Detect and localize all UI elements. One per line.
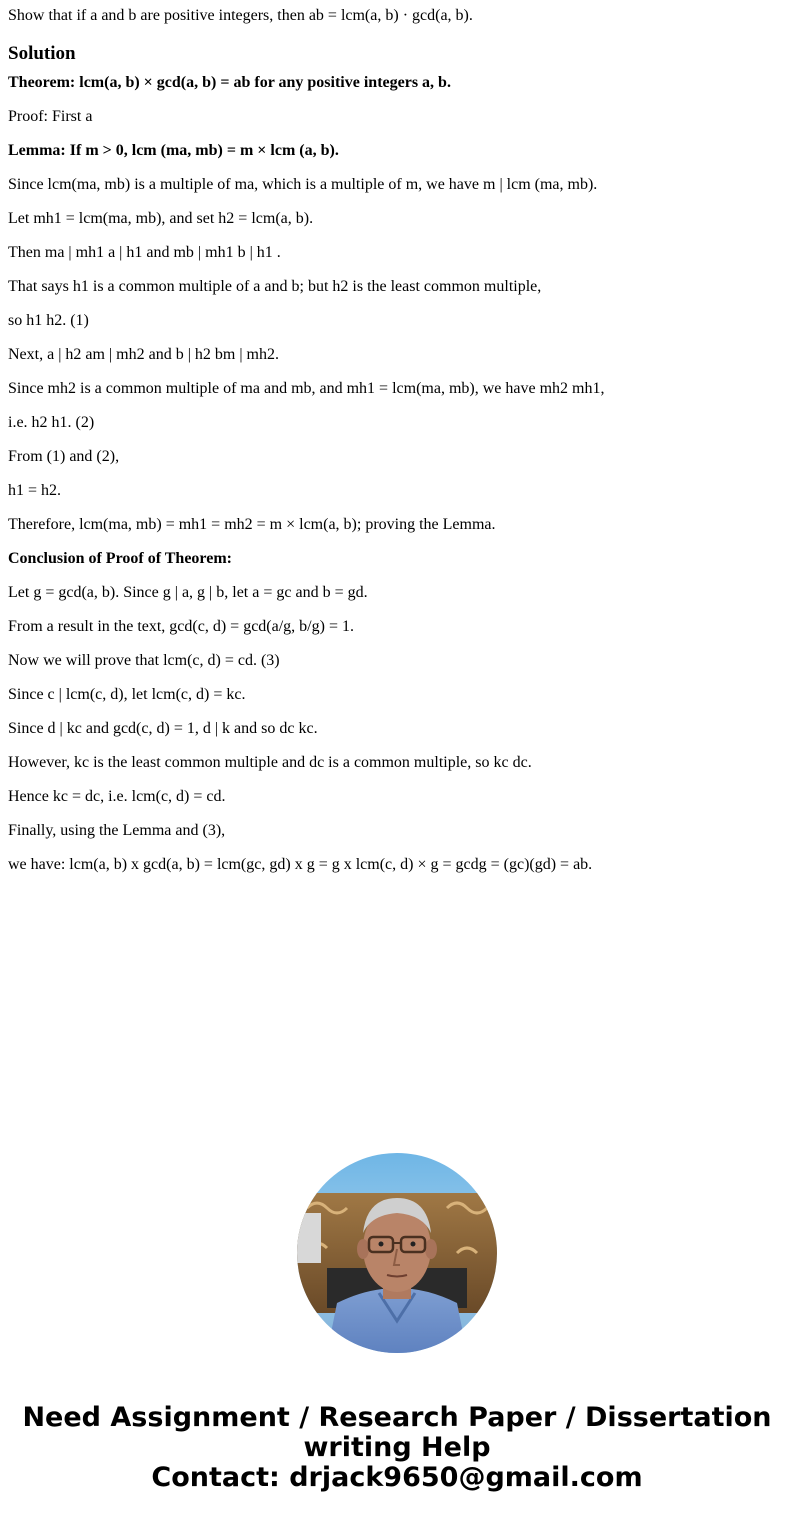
proof-line: we have: lcm(a, b) x gcd(a, b) = lcm(gc, gd) x g = g x lcm(c, d) × g = gcdg = (gc)(gd) = ab. (8, 856, 593, 873)
proof-line: Since c | lcm(c, d), let lcm(c, d) = kc. (8, 686, 246, 703)
proof-heading-line: Conclusion of Proof of Theorem: (8, 550, 232, 567)
promo-contact-line: Contact: drjack9650@gmail.com (151, 1462, 643, 1493)
proof-line: Now we will prove that lcm(c, d) = cd. (3) (8, 652, 280, 669)
proof-line: so h1 h2. (1) (8, 312, 89, 329)
solution-heading: Solution (8, 43, 76, 64)
proof-line: Since mh2 is a common multiple of ma and mb, and mh1 = lcm(ma, mb), we have mh2 mh1, (8, 380, 605, 397)
proof-line: i.e. h2 h1. (2) (8, 414, 95, 431)
proof-line: However, kc is the least common multiple and dc is a common multiple, so kc dc. (8, 754, 532, 771)
proof-line: h1 = h2. (8, 482, 62, 499)
proof-lines (8, 74, 788, 874)
proof-line: From (1) and (2), (8, 448, 120, 465)
promo-banner (0, 1403, 794, 1493)
proof-line: Therefore, lcm(ma, mb) = mh1 = mh2 = m × lcm(a, b); proving the Lemma. (8, 516, 496, 533)
proof-line: Since lcm(ma, mb) is a multiple of ma, which is a multiple of m, we have m | lcm (ma, mb). (8, 176, 598, 193)
proof-heading-line: Lemma: If m > 0, lcm (ma, mb) = m × lcm (a, b). (8, 142, 339, 159)
author-photo (297, 1153, 497, 1353)
promo-line-2: writing Help (303, 1432, 491, 1463)
proof-line: Then ma | mh1 a | h1 and mb | mh1 b | h1 . (8, 244, 281, 261)
proof-line: From a result in the text, gcd(c, d) = gcd(a/g, b/g) = 1. (8, 618, 354, 635)
proof-line: That says h1 is a common multiple of a and b; but h2 is the least common multiple, (8, 278, 542, 295)
proof-heading-line: Theorem: lcm(a, b) × gcd(a, b) = ab for any positive integers a, b. (8, 74, 451, 91)
proof-line: Next, a | h2 am | mh2 and b | h2 bm | mh2. (8, 346, 279, 363)
proof-line: Since d | kc and gcd(c, d) = 1, d | k and so dc kc. (8, 720, 318, 737)
proof-line: Hence kc = dc, i.e. lcm(c, d) = cd. (8, 788, 226, 805)
promo-line-1: Need Assignment / Research Paper / Dissertation (22, 1402, 772, 1433)
proof-line: Proof: First a (8, 108, 93, 125)
proof-line: Let mh1 = lcm(ma, mb), and set h2 = lcm(a, b). (8, 210, 314, 227)
document-body (8, 0, 788, 890)
proof-line: Finally, using the Lemma and (3), (8, 822, 226, 839)
question-text: Show that if a and b are positive integers, then ab = lcm(a, b) · gcd(a, b). (8, 7, 473, 24)
proof-line: Let g = gcd(a, b). Since g | a, g | b, let a = gc and b = gd. (8, 584, 368, 601)
author-avatar (297, 1153, 497, 1353)
